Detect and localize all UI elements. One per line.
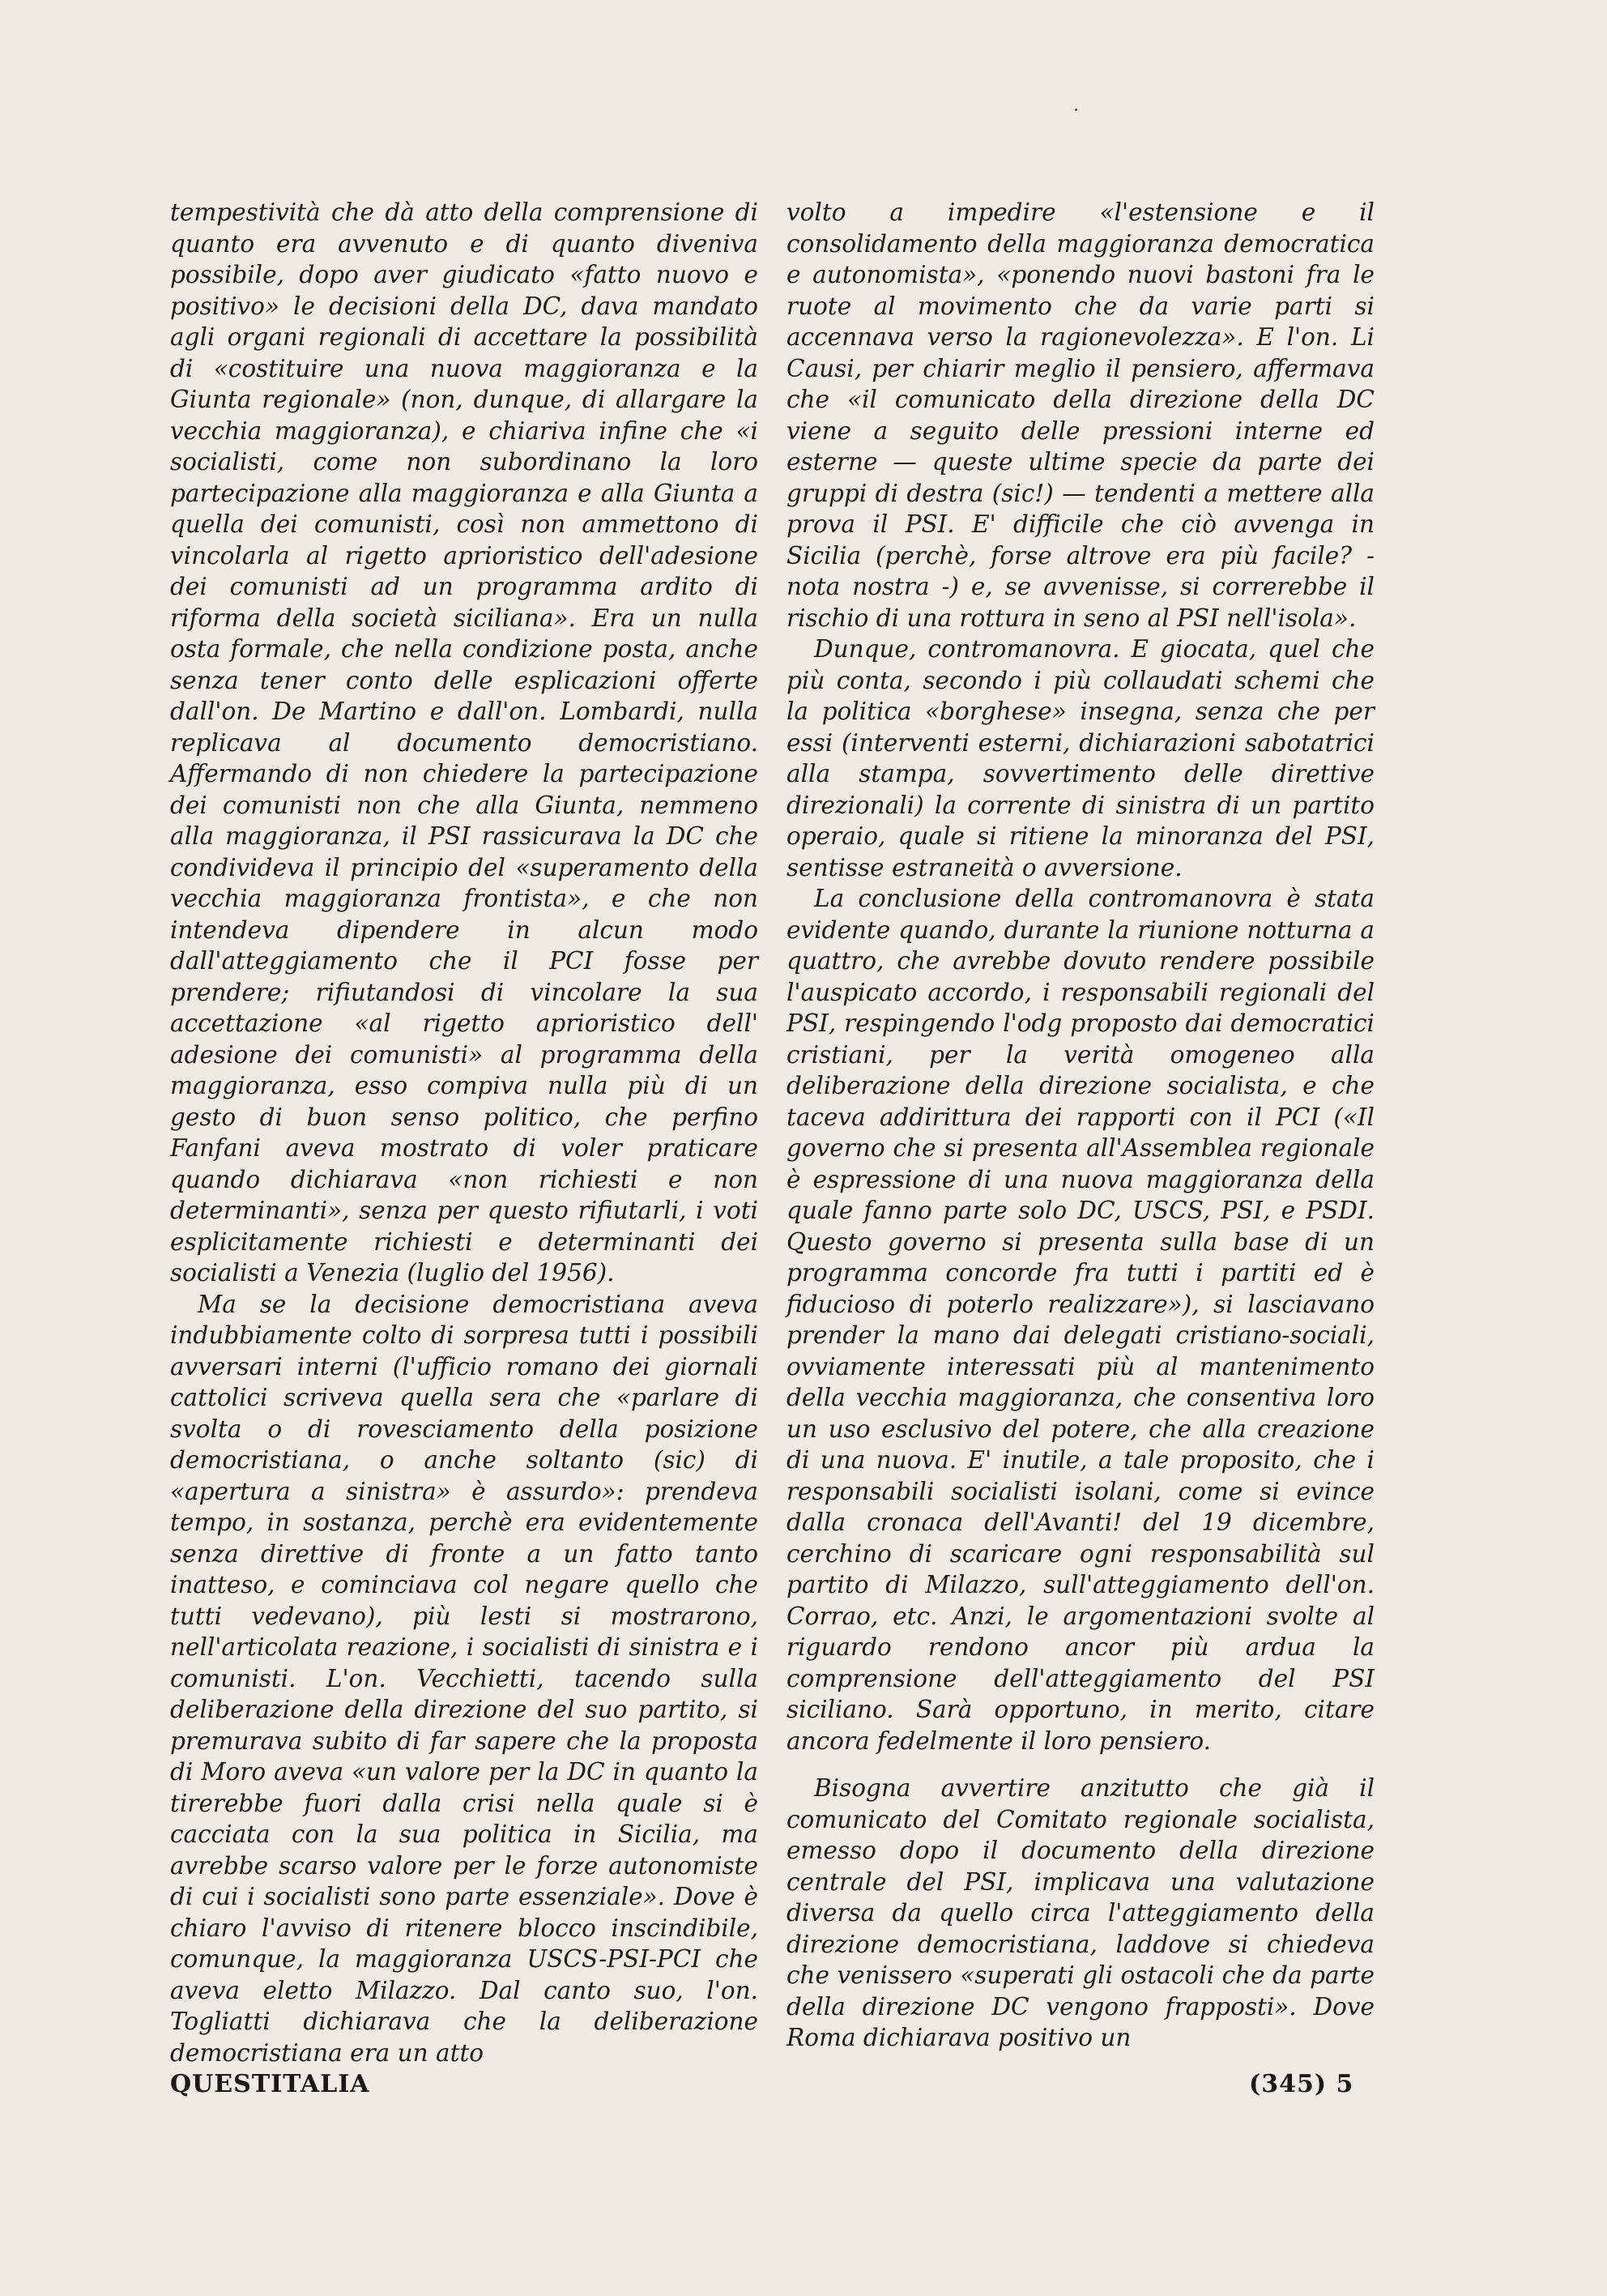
paragraph: Dunque, contromanovra. E giocata, quel che più conta, secondo i più collaudati schemi che la politica «borghese» insegna, senza che per essi (interventi esterni, dichiarazioni sabotatrici alla stampa, sovvertimento delle direttive direzionali) la corrente di sinistra di un partito operaio, quale si ritiene la minoranza del PSI, sentisse estraneità o avversione.: [786, 635, 1375, 881]
dust-speck: [1075, 109, 1077, 111]
right-column: [786, 197, 1375, 2054]
paragraph: Ma se la decisione democristiana aveva indubbiamente colto di sorpresa tutti i possibili avversari interni (l'ufficio romano dei giornali cattolici scriveva quella sera che «parlare di svolta o di rovesciamento della posizione democristiana, o anche soltanto (sic) di «apertura a sinistra» è assurdo»: prendeva tempo, in sostanza, perchè era evidentemente senza direttive di fronte a un fatto tanto inatteso, e cominciava col negare quello che tutti vedevano), più lesti si mostrarono, nell'articolata reazione, i socialisti di sinistra e i comunisti. L'on. Vecchietti, tacendo sulla deliberazione della direzione del suo partito, si premurava subito di far sapere che la proposta di Moro aveva «un valore per la DC in quanto la tirerebbe fuori dalla crisi nella quale si è cacciata con la sua politica in Sicilia, ma avrebbe scarso valore per le forze autonomiste di cui i socialisti sono parte essenziale». Dove è chiaro l'avviso di ritenere blocco inscindibile, comunque, la maggioranza USCS-PSI-PCI che aveva eletto Milazzo. Dal canto suo, l'on. Togliatti dichiarava che la deliberazione democristiana era un atto: [170, 1290, 758, 2067]
paragraph: La conclusione della contromanovra è stata evidente quando, durante la riunione notturna a quattro, che avrebbe dovuto rendere possibile l'auspicato accordo, i responsabili regionali del PSI, respingendo l'odg proposto dai democratici cristiani, per la verità omogeneo alla deliberazione della direzione socialista, e che taceva addirittura dei rapporti con il PCI («Il governo che si presenta all'Assemblea regionale è espressione di una nuova maggioranza della quale fanno parte solo DC, USCS, PSI, e PSDI. Questo governo si presenta sulla base di un programma concorde fra tutti i partiti ed è fiducioso di poterlo realizzare»), si lasciavano prender la mano dai delegati cristiano-sociali, ovviamente interessati più al mantenimento della vecchia maggioranza, che consentiva loro un uso esclusivo del potere, che alla creazione di una nuova. E' inutile, a tale proposito, che i responsabili socialisti isolani, come si evince dalla cronaca dell'Avanti! del 19 dicembre, cerchino di scaricare ogni responsabilità sul partito di Milazzo, sull'atteggiamento dell'on. Corrao, etc. Anzi, le argomentazioni svolte al riguardo rendono ancor più ardua la comprensione dell'atteggiamento del PSI siciliano. Sarà opportuno, in merito, citare ancora fedelmente il loro pensiero.: [786, 885, 1375, 1755]
left-column: [170, 197, 758, 2068]
magazine-name: QUESTITALIA: [170, 2070, 370, 2098]
paragraph: volto a impedire «l'estensione e il consolidamento della maggioranza democratica e autonomista», «ponendo nuovi bastoni fra le ruote al movimento che da varie parti si accennava verso la ragionevolezza». E l'on. Li Causi, per chiarir meglio il pensiero, affermava che «il comunicato della direzione della DC viene a seguito delle pressioni interne ed esterne — queste ultime specie da parte dei gruppi di destra (sic!) — tendenti a mettere alla prova il PSI. E' difficile che ciò avvenga in Sicilia (perchè, forse altrove era più facile? - nota nostra -) e, se avvenisse, si correrebbe il rischio di una rottura in seno al PSI nell'isola».: [786, 198, 1375, 632]
paragraph: Bisogna avvertire anzitutto che già il comunicato del Comitato regionale socialista, emesso dopo il documento della direzione centrale del PSI, implicava una valutazione diversa da quello circa l'atteggiamento della direzione democristiana, laddove si chiedeva che venissero «superati gli ostacoli che da parte della direzione DC vengono frapposti». Dove Roma dichiarava positivo un: [786, 1774, 1375, 2051]
paragraph: tempestività che dà atto della comprensione di quanto era avvenuto e di quanto diveniva possibile, dopo aver giudicato «fatto nuovo e positivo» le decisioni della DC, dava mandato agli organi regionali di accettare la possibilità di «costituire una nuova maggioranza e la Giunta regionale» (non, dunque, di allargare la vecchia maggioranza), e chiariva infine che «i socialisti, come non subordinano la loro partecipazione alla maggioranza e alla Giunta a quella dei comunisti, così non ammettono di vincolarla al rigetto aprioristico dell'adesione dei comunisti ad un programma ardito di riforma della società siciliana». Era un nulla osta formale, che nella condizione posta, anche senza tener conto delle esplicazioni offerte dall'on. De Martino e dall'on. Lombardi, nulla replicava al documento democristiano. Affermando di non chiedere la partecipazione dei comunisti non che alla Giunta, nemmeno alla maggioranza, il PSI rassicurava la DC che condivideva il principio del «superamento della vecchia maggioranza frontista», e che non intendeva dipendere in alcun modo dall'atteggiamento che il PCI fosse per prendere; rifiutandosi di vincolare la sua accettazione «al rigetto aprioristico dell' adesione dei comunisti» al programma della maggioranza, esso compiva nulla più di un gesto di buon senso politico, che perfino Fanfani aveva mostrato di voler praticare quando dichiarava «non richiesti e non determinanti», senza per questo rifiutarli, i voti esplicitamente richiesti e determinanti dei socialisti a Venezia (luglio del 1956).: [170, 198, 758, 1287]
page-number: (345) 5: [1249, 2070, 1354, 2098]
